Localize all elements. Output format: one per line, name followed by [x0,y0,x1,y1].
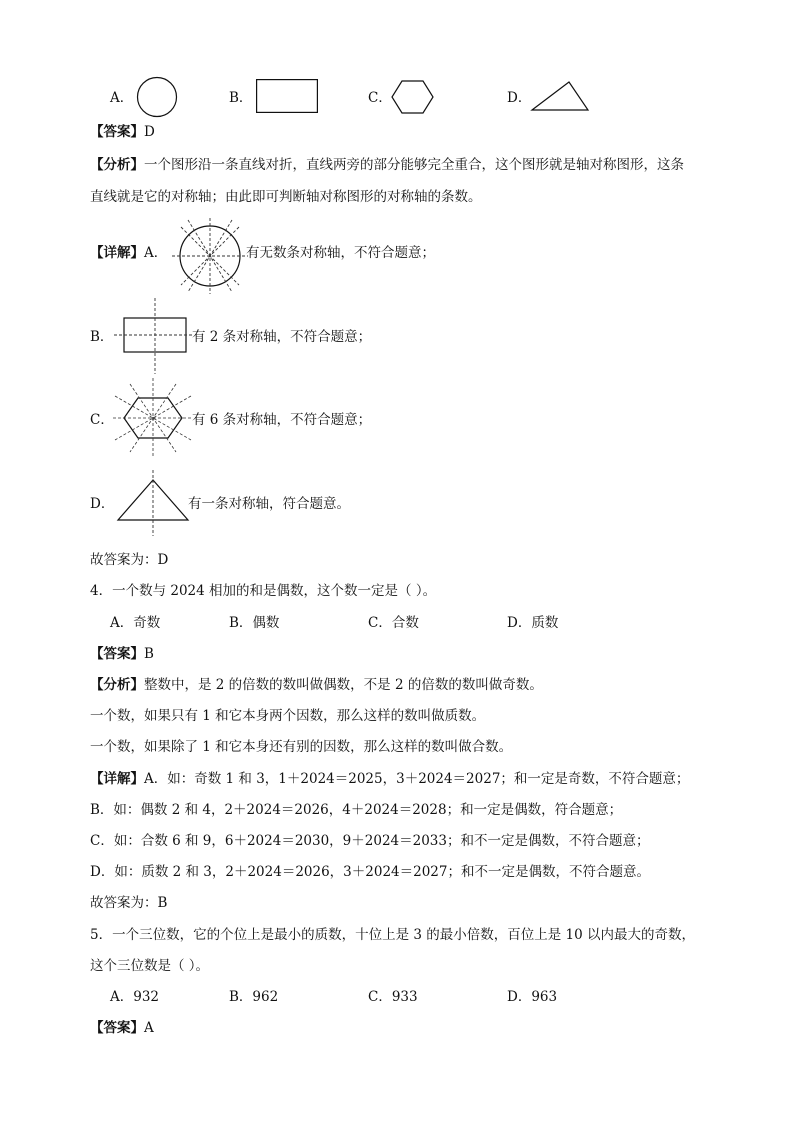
circle-symmetry-figure [172,218,248,294]
q4-analysis-line2: 一个数，如果只有 1 和它本身两个因数，那么这样的数叫做质数。 [90,708,486,724]
q4-detail-c: C．如：合数 6 和 9，6＋2024＝2030，9＋2024＝2033；和不一定是偶数，不符合题意； [90,833,650,849]
q5-option-c: C．933 [368,989,418,1005]
option-d-label: D． [507,90,532,106]
q3-detail-a-text: 有无数条对称轴，不符合题意； [246,245,435,261]
q4-answer: 【答案】B [90,646,154,662]
q3-conclusion: 故答案为：D [90,552,169,568]
q4-detail-d: D．如：质数 2 和 3，2＋2024＝2026，3＋2024＝2027；和不一定是偶数，不符合题意。 [90,864,650,880]
option-c-label: C． [368,90,392,106]
q4-analysis-line1: 【分析】整数中，是 2 的倍数的数叫做偶数，不是 2 的倍数的数叫做奇数。 [90,677,543,693]
q5-option-d: D．963 [507,989,558,1005]
q3-detail-b-text: 有 2 条对称轴，不符合题意； [192,329,372,345]
triangle-symmetry-figure [116,470,190,536]
circle-shape [136,76,178,118]
q4-option-c: C．合数 [368,615,419,631]
hexagon-shape [392,80,434,114]
option-b-label: B． [229,90,253,106]
q4-option-b: B．偶数 [229,615,280,631]
q3-analysis-line1: 【分析】一个图形沿一条直线对折，直线两旁的部分能够完全重合，这个图形就是轴对称图形，这条 [90,157,684,173]
triangle-shape [531,81,589,111]
q5-option-a: A．932 [110,989,160,1005]
q3-answer: 【答案】D [90,124,155,140]
q3-analysis-line2: 直线就是它的对称轴；由此即可判断轴对称图形的对称轴的条数。 [90,189,482,205]
q3-detail-c-text: 有 6 条对称轴，不符合题意； [192,412,372,428]
option-a-label: A． [110,90,134,106]
q3-detail-a-label: 【详解】A． [90,245,168,261]
q3-detail-b-label: B． [90,329,114,345]
q5-option-b: B．962 [229,989,279,1005]
q4-analysis-line3: 一个数，如果除了 1 和它本身还有别的因数，那么这样的数叫做合数。 [90,739,513,755]
q3-detail-d-text: 有一条对称轴，符合题意。 [188,496,350,512]
q4-detail-b: B．如：偶数 2 和 4，2＋2024＝2026，4＋2024＝2028；和一定是偶数，符合题意； [90,802,623,818]
q4-option-d: D．质数 [507,615,559,631]
q4-option-a: A．奇数 [110,615,161,631]
q3-detail-d-label: D． [90,496,115,512]
q4-detail-a: 【详解】A．如：奇数 1 和 3，1＋2024＝2025，3＋2024＝2027；和一定是奇数，不符合题意； [90,771,690,787]
rectangle-shape [256,79,318,113]
q4-stem: 4．一个数与 2024 相加的和是偶数，这个数一定是（ ）。 [90,583,437,599]
q3-detail-c-label: C． [90,412,114,428]
q5-stem-line1: 5．一个三位数，它的个位上是最小的质数，十位上是 3 的最小倍数，百位上是 10 以内最大的奇数， [90,927,696,943]
q5-stem-line2: 这个三位数是（ ）。 [90,958,210,974]
q4-conclusion: 故答案为：B [90,895,168,911]
q5-answer: 【答案】A [90,1020,154,1036]
rectangle-symmetry-figure [114,298,194,374]
hexagon-symmetry-figure [113,378,193,458]
